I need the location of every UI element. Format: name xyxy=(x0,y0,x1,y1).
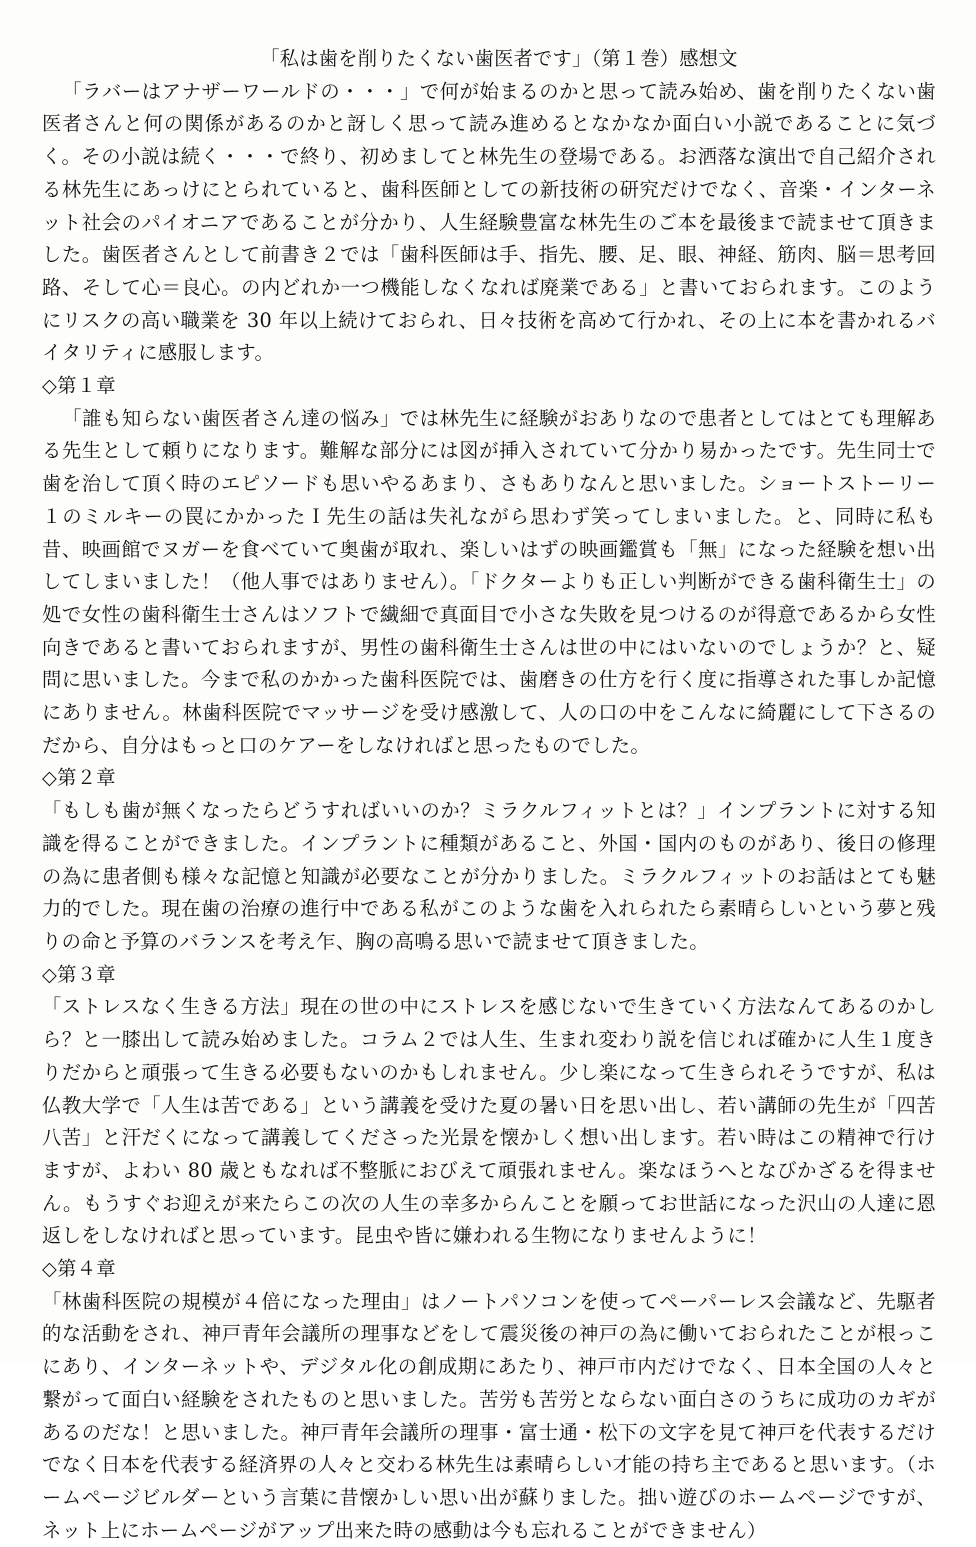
chapter-2-heading: ◇第２章 xyxy=(42,766,116,790)
chapter-1-heading: ◇第１章 xyxy=(42,374,116,398)
document-title: 「私は歯を削りたくない歯医者です」（第１巻）感想文 xyxy=(260,47,738,70)
chapter-4-heading: ◇第４章 xyxy=(42,1257,116,1281)
chapter-1-body: 「誰も知らない歯医者さん達の悩み」では林先生に経験がおありなので患者としてはとても理解ある先生として頼りになります。難解な部分には図が挿入されていて分かり易かったです。先生同士で歯を治して頂く時のエピソードも思いやるあまり、さもありなんと思いました。ショートストーリー１のミルキーの罠にかかったＩ先生の話は失礼ながら思わず笑ってしまいました。と、同時に私も昔、映画館でヌガーを食べていて奥歯が取れ、楽しいはずの映画鑑賞も「無」になった経験を想い出してしまいました！（他人事ではありません）。「ドクターよりも正しい判断ができる歯科衛生士」の処で女性の歯科衛生士さんはソフトで繊細で真面目で小さな失敗を見つけるのが得意であるから女性向きであると書いておられますが、男性の歯科衛生士さんは世の中にはいないのでしょうか？と、疑問に思いました。今まで私のかかった歯科医院では、歯磨きの仕方を行く度に指導された事しか記憶にありません。林歯科医院でマッサージを受け感激して、人の口の中をこんなに綺麗にして下さるのだから、自分はもっと口のケアーをしなければと思ったものでした。 xyxy=(42,406,936,757)
chapter-2-body: 「もしも歯が無くなったらどうすればいいのか？ミラクルフィットとは？」インプラントに対する知識を得ることができました。インプラントに種類があること、外国・国内のものがあり、後日の修理の為に患者側も様々な記憶と知識が必要なことが分かりました。ミラクルフィットのお話はとても魅力的でした。現在歯の治療の進行中である私がこのような歯を入れられたら素晴らしいという夢と残りの命と予算のバランスを考え乍、胸の高鳴る思いで読ませて頂きました。 xyxy=(42,799,936,953)
intro-paragraph: 「ラバーはアナザーワールドの・・・」で何が始まるのかと思って読み始め、歯を削りたくない歯医者さんと何の関係があるのかと訝しく思って読み進めるとなかなか面白い小説であることに気づく。その小説は続く・・・で終り、初めましてと林先生の登場である。お洒落な演出で自己紹介される林先生にあっけにとられていると、歯科医師としての新技術の研究だけでなく、音楽・インターネット社会のパイオニアであることが分かり、人生経験豊富な林先生のご本を最後まで読ませて頂きました。歯医者さんとして前書き２では「歯科医師は手、指先、腰、足、眼、神経、筋肉、脳＝思考回路、そして心＝良心。の内どれか一つ機能しなくなれば廃業である」と書いておられます。このようにリスクの高い職業を 30 年以上続けておられ、日々技術を高めて行かれ、その上に本を書かれるバイタリティに感服します。 xyxy=(42,79,936,365)
chapter-3-heading: ◇第３章 xyxy=(42,962,116,986)
chapter-4-body: 「林歯科医院の規模が４倍になった理由」はノートパソコンを使ってペーパーレス会議など、先駆者的な活動をされ、神戸青年会議所の理事などをして震災後の神戸の為に働いておられたことが根っこにあり、インターネットや、デジタル化の創成期にあたり、神戸市内だけでなく、日本全国の人々と繋がって面白い経験をされたものと思いました。苦労も苦労とならない面白さのうちに成功のカギがあるのだな！と思いました。神戸青年会議所の理事・富士通・松下の文字を見て神戸を代表するだけでなく日本を代表する経済界の人々と交わる林先生は素晴らしい才能の持ち主であると思います。（ホームページビルダーという言葉に昔懐かしい思い出が蘇りました。拙い遊びのホームページですが、ネット上にホームページがアップ出来た時の感動は今も忘れることができません） xyxy=(42,1289,936,1542)
chapter-3-body: 「ストレスなく生きる方法」現在の世の中にストレスを感じないで生きていく方法なんてあるのかしら？と一膝出して読み始めました。コラム２では人生、生まれ変わり説を信じれば確かに人生１度きりだからと頑張って生きる必要もないのかもしれません。少し楽になって生きられそうですが、私は仏教大学で「人生は苦である」という講義を受けた夏の暑い日を思い出し、若い講師の先生が「四苦八苦」と汗だくになって講義してくださった光景を懐かしく想い出します。若い時はこの精神で行けますが、よわい 80 歳ともなれば不整脈におびえて頑張れません。楽なほうへとなびかざるを得ません。もうすぐお迎えが来たらこの次の人生の幸多からんことを願ってお世話になった沢山の人達に恩返しをしなければと思っています。昆虫や皆に嫌われる生物になりませんように！ xyxy=(42,995,936,1248)
